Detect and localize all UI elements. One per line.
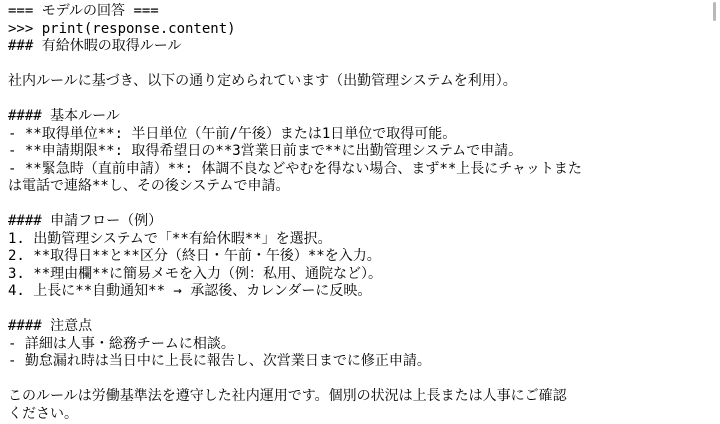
section-heading-notes: #### 注意点 [8, 318, 93, 334]
bullet-line: - 勤怠漏れ時は当日中に上長に報告し、次営業日までに修正申請。 [8, 353, 431, 369]
blank-line [8, 301, 712, 319]
repl-command-line: >>> print(response.content) [8, 20, 236, 37]
bullet-wrap-line: は電話で連絡**し、その後システムで申請。 [8, 178, 290, 194]
numbered-item-line: 1. 出勤管理システムで「**有給休暇**」を選択。 [8, 230, 332, 247]
closing-paragraph-line: このルールは労働基準法を遵守した社内運用です。個別の状況は上長または人事にご確認 [8, 388, 567, 404]
terminal-output [8, 3, 712, 423]
intro-paragraph-line: 社内ルールに基づき、以下の通り定められています（出勤管理システムを利用）。 [8, 73, 517, 89]
closing-paragraph-wrap-line: ください。 [8, 405, 78, 422]
bullet-line: - **取得単位**: 半日単位（午前/午後）または1日単位で取得可能。 [8, 125, 457, 142]
numbered-item-line: 2. **取得日**と**区分（終日・午前・午後）**を入力。 [8, 248, 381, 264]
numbered-item-line: 4. 上長に**自動通知** → 承認後、カレンダーに反映。 [8, 283, 372, 299]
blank-line [8, 371, 712, 389]
blank-line [8, 56, 712, 74]
scrollbar-thumb[interactable] [713, 2, 716, 21]
markdown-h3-title-line: ### 有給休暇の取得ルール [8, 38, 182, 54]
bullet-line: - **緊急時（直前申請）**: 体調不良などやむを得ない場合、まず**上長にチャットまた [8, 160, 582, 177]
numbered-item-line: 3. **理由欄**に簡易メモを入力（例：私用、通院など）。 [8, 265, 382, 282]
response-header-line: === モデルの回答 === [8, 3, 159, 19]
bullet-line: - 詳細は人事・総務チームに相談。 [8, 335, 235, 352]
section-heading-basic-rules: #### 基本ルール [8, 108, 120, 124]
section-heading-application-flow: #### 申請フロー（例） [8, 213, 163, 229]
bullet-line: - **申請期限**: 取得希望日の**3営業日前まで**に出勤管理システムで申請。 [8, 143, 523, 159]
blank-line [8, 196, 712, 214]
blank-line [8, 91, 712, 109]
